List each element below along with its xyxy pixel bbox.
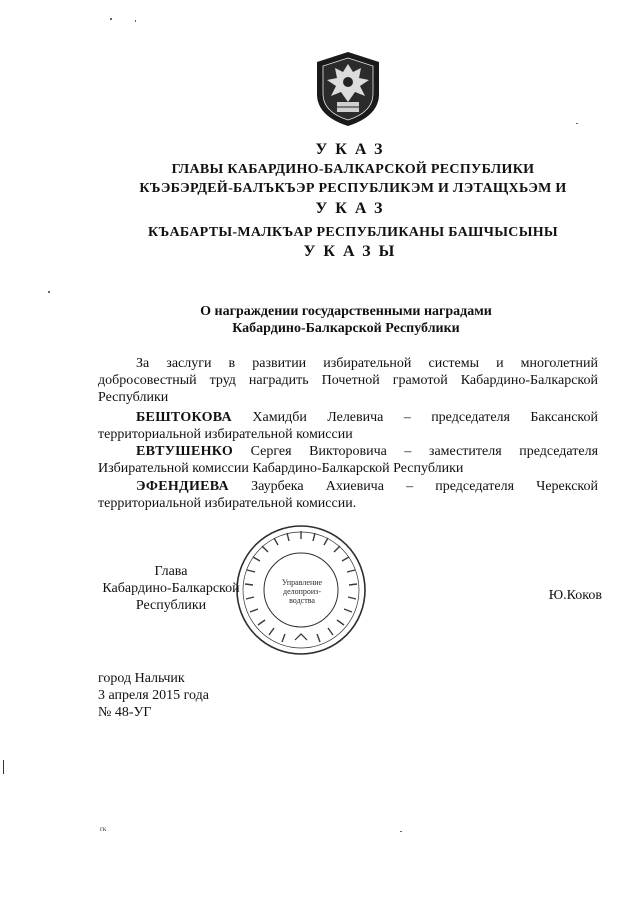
awardee-line-1: [98, 478, 598, 495]
scan-speck: [400, 831, 402, 832]
decree-title-line-2: Кабардино-Балкарской Республики: [232, 321, 460, 336]
seal-text-line-2: делопроиз-: [283, 587, 321, 596]
awardee-line-1: [98, 409, 598, 426]
decree-title-line-1: О награждении государственными наградами: [200, 304, 492, 319]
awardee-line-2: территориальной избирательной комиссии.: [98, 496, 357, 511]
awardee-item: [98, 409, 598, 443]
signatory-position: [98, 563, 244, 614]
signatory-position-line-3: Республики: [135, 598, 207, 613]
awardee-details: Сергея Викторовича – заместителя председателя: [250, 444, 599, 459]
awardee-line-1: [98, 443, 598, 460]
decree-number: № 48-УГ: [98, 705, 152, 720]
scan-speck: [3, 760, 4, 774]
document-mark: гк: [100, 825, 107, 833]
awardee-surname: ЭФЕНДИЕВА: [136, 479, 229, 494]
header-line-3: КЪАБАРТЫ-МАЛКЪАР РЕСПУБЛИКАНЫ БАШЧЫСЫНЫ: [148, 225, 558, 240]
awardee-item: [98, 443, 598, 477]
intro-line-3: Республики: [98, 390, 169, 405]
seal-center-text: [250, 578, 354, 605]
coat-of-arms-icon: [313, 50, 383, 128]
awardee-surname: БЕШТОКОВА: [136, 410, 232, 425]
decree-heading-2: УКАЗ: [315, 200, 391, 217]
seal-text-line-3: водства: [289, 596, 315, 605]
decree-heading-3: УКАЗЫ: [303, 243, 403, 260]
scan-speck: [135, 20, 136, 22]
intro-line-1: За заслуги в развитии избирательной системы и многолетний: [136, 356, 598, 371]
awardee-details: Хамидби Лелевича – председателя Баксанской: [252, 410, 598, 425]
awardee-line-2: Избирательной комиссии Кабардино-Балкарской Республики: [98, 461, 464, 476]
place-of-signing: город Нальчик: [98, 671, 185, 686]
awardee-item: [98, 478, 598, 512]
awardee-surname: ЕВТУШЕНКО: [136, 444, 234, 459]
seal-text-line-1: Управление: [281, 578, 323, 587]
intro-line-2: добросовестный труд наградить Почетной грамотой Кабардино-Балкарской: [98, 373, 598, 388]
awardee-details: Заурбека Ахиевича – председателя Черекской: [251, 479, 599, 494]
decree-heading-1: УКАЗ: [315, 141, 391, 158]
signatory-position-line-1: Глава: [154, 564, 188, 579]
awardee-line-2: территориальной избирательной комиссии: [98, 427, 353, 442]
scan-speck: [576, 123, 578, 124]
signatory-position-line-2: Кабардино-Балкарской: [102, 581, 240, 596]
header-line-2: КЪЭБЭРДЕЙ-БАЛЪКЪЭР РЕСПУБЛИКЭМ И ЛЭТАЩХЬЭМ И: [139, 181, 567, 196]
intro-paragraph: [98, 355, 598, 406]
scan-speck: [48, 291, 50, 293]
header-line-1: ГЛАВЫ КАБАРДИНО-БАЛКАРСКОЙ РЕСПУБЛИКИ: [171, 162, 535, 177]
signatory-name: Ю.Коков: [548, 588, 602, 603]
scan-speck: [110, 18, 112, 20]
decree-date: 3 апреля 2015 года: [98, 688, 209, 703]
